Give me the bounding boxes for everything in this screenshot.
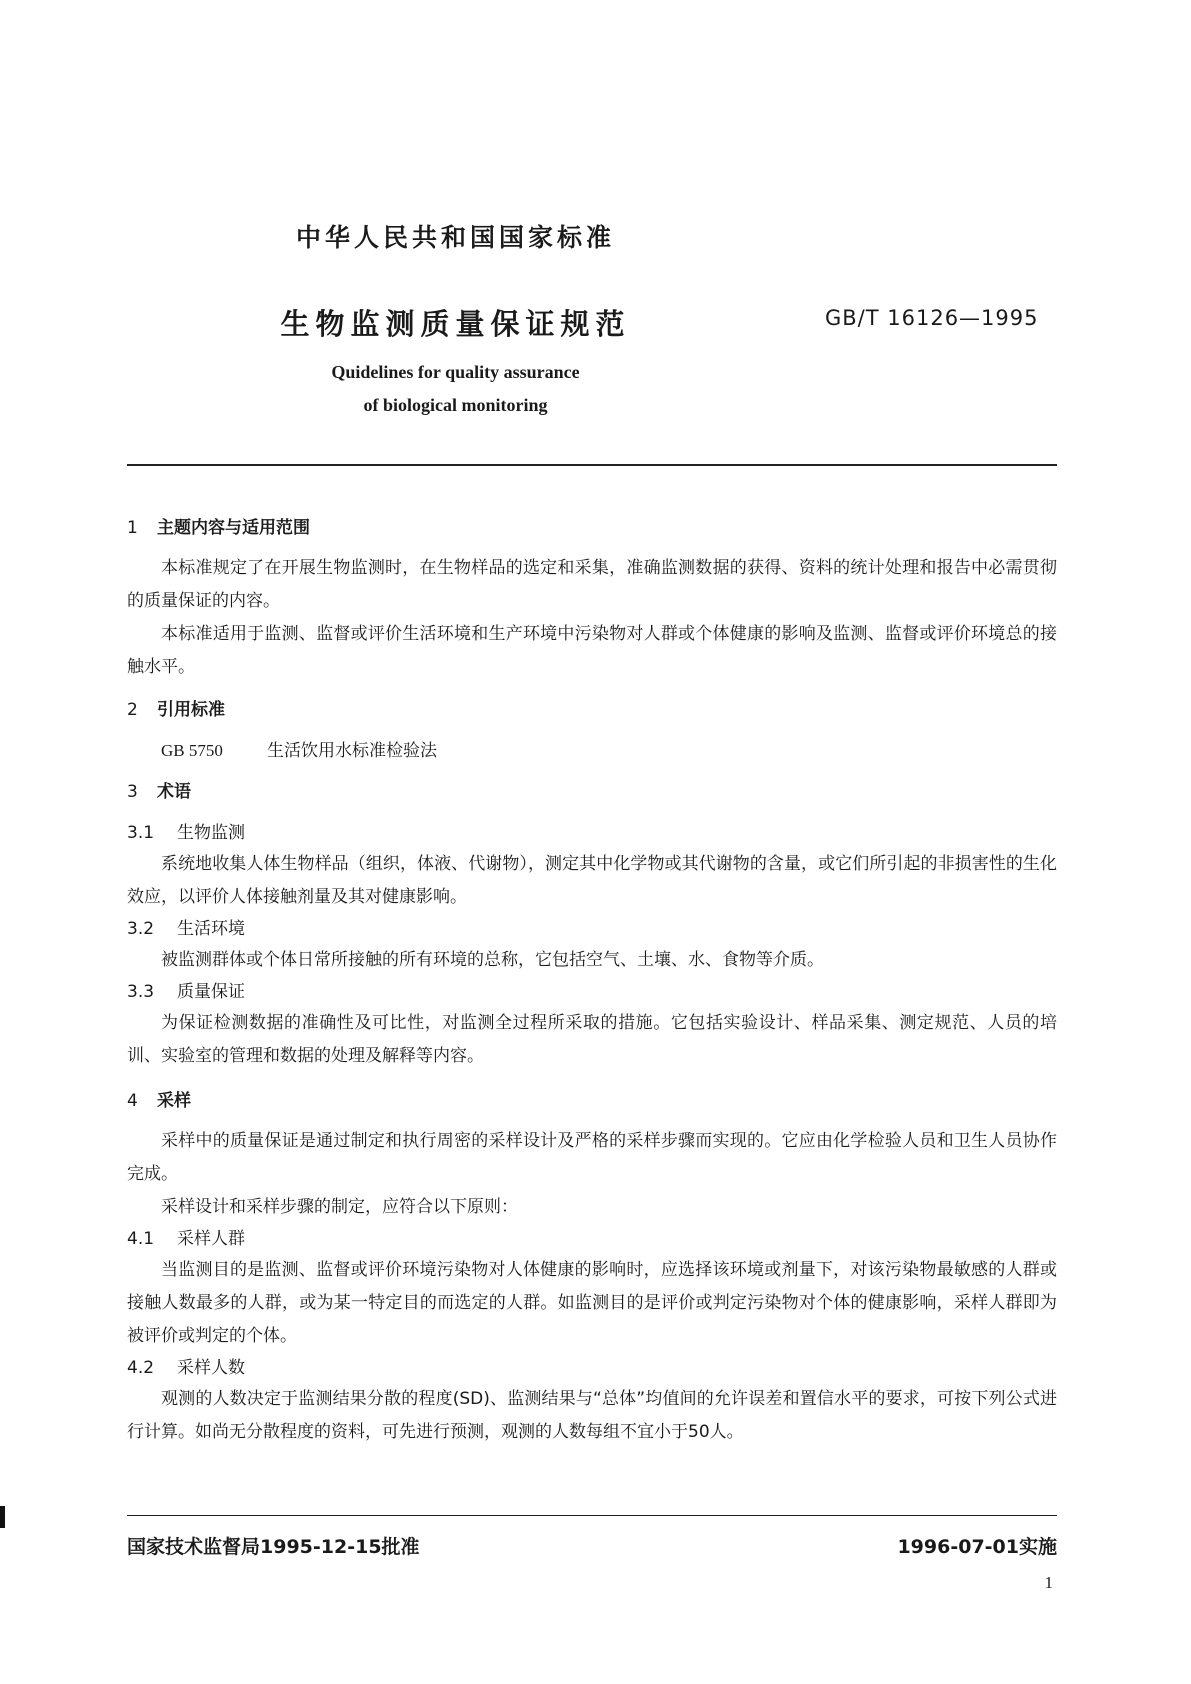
- subsection-heading: 3.2 生活环境: [127, 919, 245, 939]
- header-divider: [127, 464, 1057, 466]
- reference-code: GB 5750: [161, 741, 223, 760]
- document-body: [127, 516, 1057, 1449]
- page-number: 1: [1044, 1573, 1053, 1592]
- paragraph: 为保证检测数据的准确性及可比性，对监测全过程所采取的措施。它包括实验设计、样品采集、测定规范、人员的培训、实验室的管理和数据的处理及解释等内容。: [127, 1013, 1057, 1066]
- scan-artifact: [0, 1506, 5, 1528]
- paragraph: 本标准规定了在开展生物监测时，在生物样品的选定和采集，准确监测数据的获得、资料的统计处理和报告中必需贯彻的质量保证的内容。: [127, 558, 1057, 611]
- section-heading: 3 术语: [127, 782, 191, 802]
- approval-date: 国家技术监督局1995-12-15批准: [127, 1536, 420, 1558]
- english-title-line1: Quidelines for quality assurance: [331, 362, 580, 382]
- paragraph: 采样中的质量保证是通过制定和执行周密的采样设计及严格的采样步骤而实现的。它应由化学检验人员和卫生人员协作完成。: [127, 1131, 1057, 1184]
- subsection-heading: 4.2 采样人数: [127, 1358, 245, 1378]
- document-title: 生物监测质量保证规范: [280, 307, 631, 341]
- paragraph: 系统地收集人体生物样品（组织，体液、代谢物），测定其中化学物或其代谢物的含量，或它们所引起的非损害性的生化效应，以评价人体接触剂量及其对健康影响。: [127, 854, 1057, 907]
- paragraph: 观测的人数决定于监测结果分散的程度(SD)、监测结果与“总体”均值间的允许误差和置信水平的要求，可按下列公式进行计算。如尚无分散程度的资料，可先进行预测，观测的人数每组不宜小于50人。: [127, 1389, 1057, 1442]
- footer-divider: [127, 1515, 1057, 1516]
- reference-entry: [127, 736, 1057, 766]
- reference-title: 生活饮用水标准检验法: [267, 741, 437, 761]
- paragraph: 采样设计和采样步骤的制定，应符合以下原则：: [161, 1197, 518, 1217]
- standard-number: GB/T 16126—1995: [825, 306, 1039, 330]
- effective-date: 1996-07-01实施: [897, 1536, 1057, 1558]
- english-title-line2: of biological monitoring: [363, 395, 548, 415]
- paragraph: 本标准适用于监测、监督或评价生活环境和生产环境中污染物对人群或个体健康的影响及监测、监督或评价环境总的接触水平。: [127, 624, 1057, 677]
- paragraph: 当监测目的是监测、监督或评价环境污染物对人体健康的影响时，应选择该环境或剂量下，对该污染物最敏感的人群或接触人数最多的人群，或为某一特定目的而选定的人群。如监测目的是评价或判定污染物对个体的健康影响，采样人群即为被评价或判定的个体。: [127, 1260, 1057, 1346]
- subsection-heading: 4.1 采样人群: [127, 1229, 245, 1249]
- subsection-heading: 3.1 生物监测: [127, 823, 245, 843]
- subsection-heading: 3.3 质量保证: [127, 982, 245, 1002]
- paragraph: 被监测群体或个体日常所接触的所有环境的总称，它包括空气、土壤、水、食物等介质。: [161, 950, 824, 970]
- section-heading: 2 引用标准: [127, 700, 225, 720]
- section-heading: 1 主题内容与适用范围: [127, 518, 310, 538]
- national-standard-header: 中华人民共和国国家标准: [295, 223, 615, 252]
- section-heading: 4 采样: [127, 1091, 191, 1111]
